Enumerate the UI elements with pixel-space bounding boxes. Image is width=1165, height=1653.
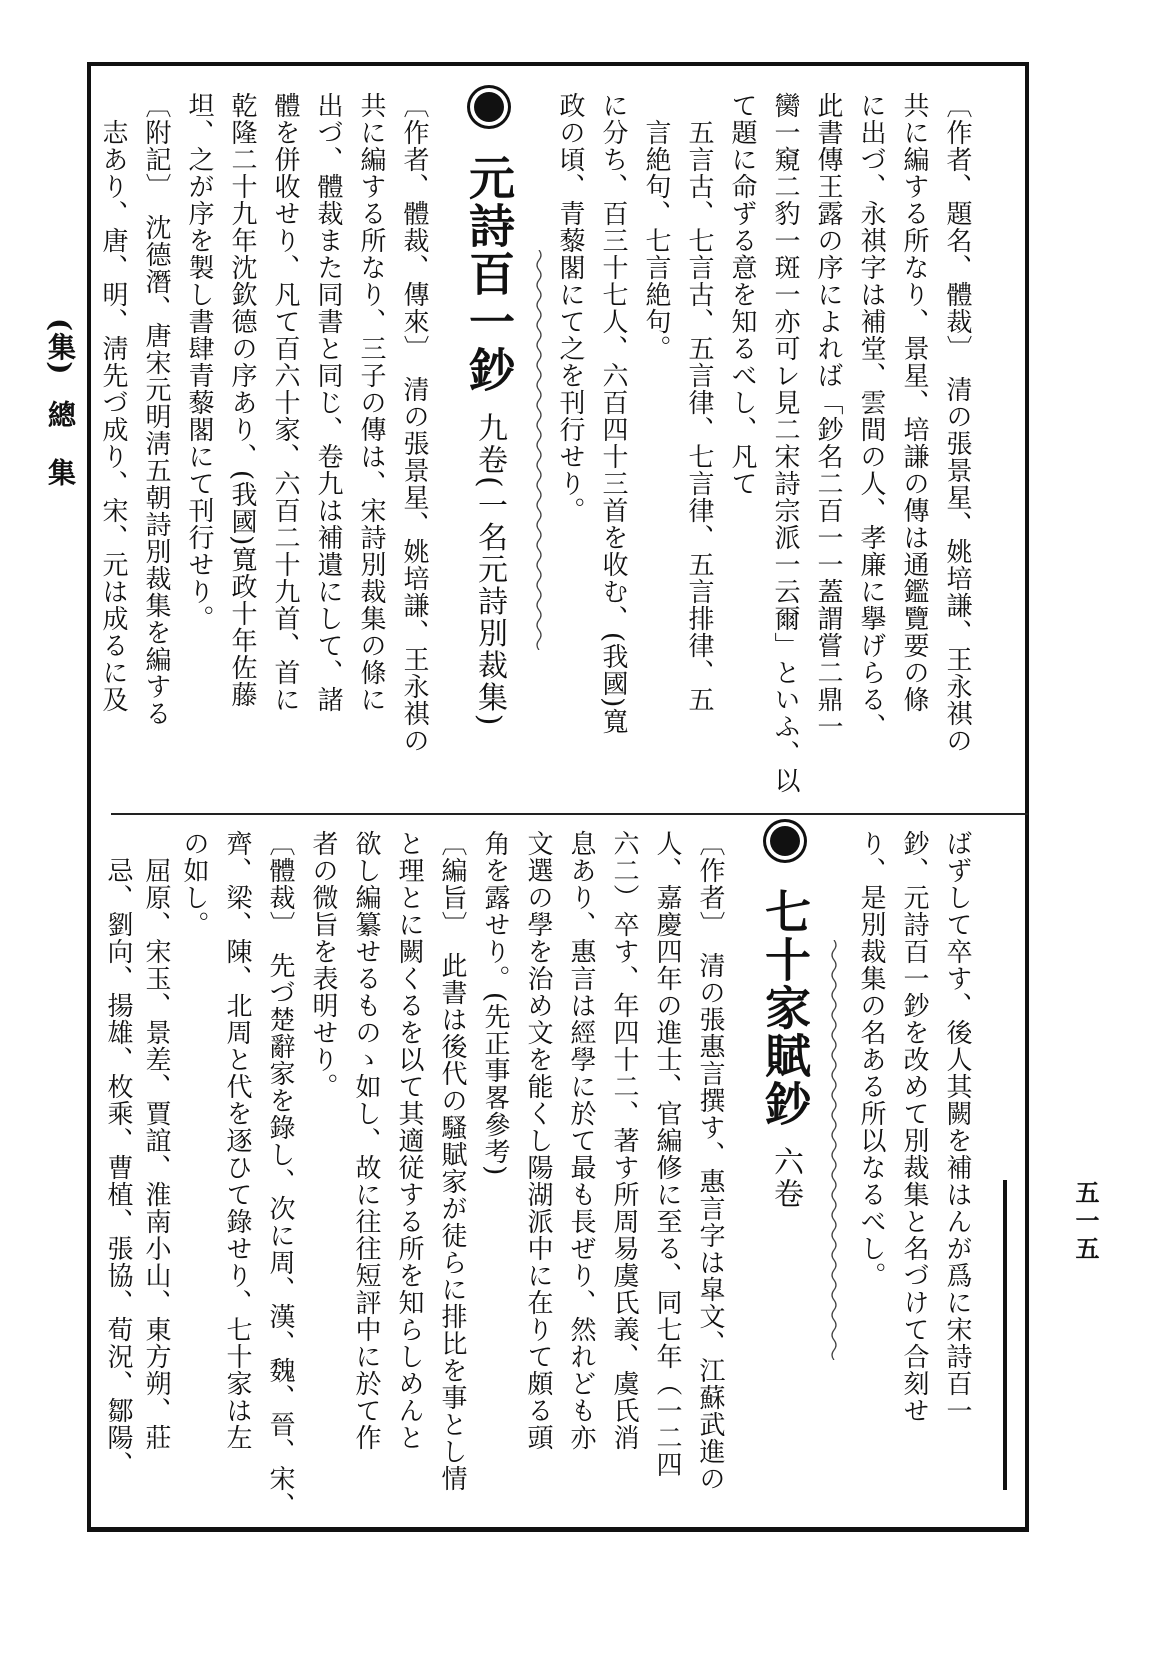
section-divider [111,813,1028,815]
upper2-col-5: 乾隆二十九年沈欽德の序あり、(我國)寬政十年佐藤 [227,92,257,709]
upper2-col-1: 〔作者、體裁、傳來〕 清の張景星、姚培謙、王永祺の [399,92,429,754]
upper-col-10: 政の頃、青藜閣にて之を刊行せり。 [555,92,585,524]
upper2-col-8: 志あり、唐、明、淸先づ成り、宋、元は成るに及 [98,92,128,713]
lower2-col-12: 齊、梁、陳、北周と代を逐ひて錄せり、七十家は左 [222,830,252,1451]
headline-subtitle: 六卷 [768,1146,803,1211]
bullet-icon [770,826,800,856]
upper-col-9: に分ち、百三十七人、六百四十三首を收む、(我國)寬 [598,92,628,736]
upper-col-6: て題に命ずる意を知るべし、凡て [727,92,757,497]
headline-yuan-shi [456,86,522,727]
upper-col-8: 言絶句、七言絶句。 [641,92,671,362]
upper-col-5: 臠一窺二豹一斑一亦可レ見二宋詩宗派一云爾」といふ、以 [770,92,800,794]
lower2-col-2: 人、嘉慶四年の進士、官編修に至る、同七年（一二四 [652,830,682,1478]
upper2-col-4: 體を併收せり、凡て百六十家、六百二十九首、首に [270,92,300,713]
category-label: 總 集 [44,400,77,487]
lower2-col-14: 屈原、宋玉、景差、賈誼、淮南小山、東方朔、莊 [141,830,171,1451]
upper-col-7: 五言古、七言古、五言律、七言律、五言排律、五 [684,92,714,713]
upper-col-1: 〔作者、題名、體裁〕 清の張景星、姚培謙、王永祺の [942,92,972,754]
headline-qishi-jia-fu [752,820,818,1210]
wavy-separator-lower [830,940,836,1360]
upper2-col-6: 坦、之が序を製し書肆青藜閣にて刊行せり。 [184,92,214,632]
lower2-col-3: 六二）卒す、年四十二、著す所周易虞氏義、虞氏消 [609,830,639,1451]
lower2-col-15: 忌、劉向、揚雄、枚乘、曹植、張協、荀況、鄒陽、 [103,830,133,1478]
lower2-col-6: 角を露せり。(先正事畧參考) [480,830,510,1177]
upper2-col-2: 共に編する所なり、三子の傳は、宋詩別裁集の條に [356,92,386,713]
headline-subtitle: 九卷(一名元詩別裁集) [472,412,507,728]
lower2-col-11: 〔體裁〕 先づ楚辭家を錄し、次に周、漢、魏、晉、宋、 [265,830,295,1519]
lower2-col-8: と理とに闕くるを以て其適従する所を知らしめんと [394,830,424,1451]
lower2-col-10: 者の微旨を表明せり。 [308,830,338,1100]
headline-title: 七十家賦鈔 [758,888,812,1129]
lower2-col-7: 〔編旨〕 此書は後代の騷賦家が徒らに排比を事とし情 [437,830,467,1492]
upper2-col-7: 〔附記〕 沈德潛、唐宋元明淸五朝詩別裁集を編する [141,92,171,727]
bullet-icon [474,92,504,122]
lower-col-1: ばずして卒す、後人其闕を補はんが爲に宋詩百一 [942,830,972,1424]
lower2-col-9: 欲し編纂せるものゝ如し、故に往往短評中に於て作 [351,830,381,1451]
right-margin-rule [1003,1180,1007,1490]
lower2-col-13: の如し。 [179,830,209,938]
upper2-col-3: 出づ、體裁また同書と同じ、卷九は補遺にして、諸 [313,92,343,713]
lower2-col-1: 〔作者〕 清の張惠言撰す、惠言字は皐文、江蘇武進の [695,830,725,1492]
lower-col-3: り、是別裁集の名ある所以なるべし。 [856,830,886,1289]
upper-col-4: 此書傳王露の序によれば「鈔名二百一一蓋謂嘗二鼎一 [813,92,843,740]
wavy-separator-upper [535,250,541,650]
lower-col-2: 鈔、元詩百一鈔を改めて別裁集と名づけて合刻せ [899,830,929,1424]
headline-title: 元詩百一鈔 [462,154,516,395]
upper-col-2: 共に編する所なり、景星、培謙の傳は通鑑覽要の條 [899,92,929,713]
page-number: 五一五 [1071,1180,1100,1264]
section-label: (集) [44,318,77,376]
upper-col-3: に出づ、永祺字は補堂、雲間の人、孝廉に擧げらる、 [856,92,886,740]
lower2-col-4: 息あり、惠言は經學に於て最も長ぜり、然れども亦 [566,830,596,1451]
lower2-col-5: 文選の學を治め文を能くし陽湖派中に在りて頗る頭 [523,830,553,1451]
